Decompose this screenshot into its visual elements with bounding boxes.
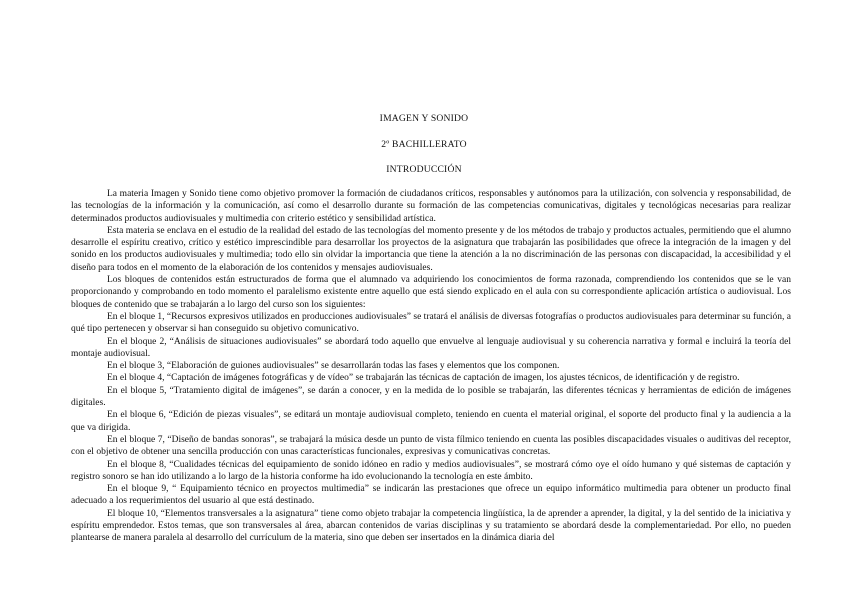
paragraph-block-6: En el bloque 6, “Edición de piezas visuales”, se editará un montaje audiovisual completo, teniendo en cuenta el material original, el soporte del producto final y la audiencia a la que va dirigida. <box>71 410 791 433</box>
paragraph-intro: La materia Imagen y Sonido tiene como objetivo promover la formación de ciudadanos críticos, responsables y autónomos para la utilización, con solvencia y responsabilidad, de las tecnologías de la información y la comunicación, así como el desarrollo durante su formación de las competencias comunicativas, digitales y tecnológicas necesarias para realizar determinados productos audiovisuales y multimedia con criterio estético y sensibilidad artística. <box>71 189 791 224</box>
paragraph-block-10: El bloque 10, “Elementos transversales a la asignatura” tiene como objeto trabajar la competencia lingüística, la de aprender a aprender, la digital, y la del sentido de la iniciativa y espíritu emprendedor. Estos temas, que son transversales al área, abarcan contenidos de varias disciplinas y su tratamiento se abordará desde la complementariedad. Por ello, no pueden plantearse de manera paralela al desarrollo del currículum de la materia, sino que deben ser insertados en la dinámica diaria del <box>71 508 791 544</box>
paragraph-blocks-overview: Los bloques de contenidos están estructurados de forma que el alumnado va adquiriendo los conocimientos de forma razonada, comprendiendo los contenidos que se le van proporcionando y comprobando en todo momento el paralelismo existente entre aquello que está siendo explicado en el aula con su correspondiente aplicación artística o audiovisual. Los bloques de contenido que se trabajarán a lo largo del curso son los siguientes: <box>71 275 791 310</box>
paragraph-block-8: En el bloque 8, “Cualidades técnicas del equipamiento de sonido idóneo en radio y medios audiovisuales”, se mostrará cómo oye el oído humano y qué sistemas de captación y registro sonoro se han ido utilizando a lo largo de la historia conforme ha ido evolucionando la tecnología en este ámbito. <box>71 459 791 482</box>
paragraph-block-1: En el bloque 1, “Recursos expresivos utilizados en producciones audiovisuales” se tratará el análisis de diversas fotografías o productos audiovisuales para determinar su función, a qué tipo pertenecen y observar si han conseguido su objetivo comunicativo. <box>71 311 791 335</box>
section-heading: INTRODUCCIÓN <box>386 164 462 175</box>
paragraph-block-4: En el bloque 4, “Captación de imágenes fotográficas y de vídeo” se trabajarán las técnicas de captación de imagen, los ajustes técnicos, de identificación y de registro. <box>107 373 740 384</box>
paragraph-context: Esta materia se enclava en el estudio de la realidad del estado de las tecnologías del momento presente y de los métodos de trabajo y productos actuales, permitiendo que el alumno desarrolle el espíritu creativo, crítico y estético imprescindible para desarrollar los proyectos de la asignatura que trabajarán las posibilidades que ofrece la integración de la imagen y del sonido en los productos audiovisuales y multimedia; todo ello sin olvidar la importancia que tiene la atención a la no discriminación de las personas con discapacidad, la accesibilidad y el diseño para todos en el momento de la elaboración de los contenidos y mensajes audiovisuales. <box>71 225 791 273</box>
paragraph-block-7: En el bloque 7, “Diseño de bandas sonoras”, se trabajará la música desde un punto de vista fílmico teniendo en cuenta las posibles discapacidades visuales o auditivas del receptor, con el objetivo de obtener una sencilla producción con unas características funcionales, expresivas y comunicativas concretas. <box>71 434 791 458</box>
paragraph-block-5: En el bloque 5, “Tratamiento digital de imágenes”, se darán a conocer, y en la medida de lo posible se trabajarán, las diferentes técnicas y herramientas de edición de imágenes digitales. <box>71 385 791 409</box>
paragraph-block-2: En el bloque 2, “Análisis de situaciones audiovisuales” se abordará todo aquello que envuelve al lenguaje audiovisual y su coherencia narrativa y formal e incluirá la teoría del montaje audiovisual. <box>71 336 791 359</box>
document-body <box>71 188 791 545</box>
paragraph-block-9: En el bloque 9, “ Equipamiento técnico en proyectos multimedia” se indicarán las prestaciones que ofrece un equipo informático multimedia para obtener un producto final adecuado a los requerimientos del usuario al que está destinado. <box>71 484 791 507</box>
paragraph-block-3: En el bloque 3, “Elaboración de guiones audiovisuales” se desarrollarán todas las fases y elementos que los componen. <box>107 361 560 372</box>
document-title: IMAGEN Y SONIDO <box>379 113 469 124</box>
course-level: 2º BACHILLERATO <box>381 139 467 150</box>
